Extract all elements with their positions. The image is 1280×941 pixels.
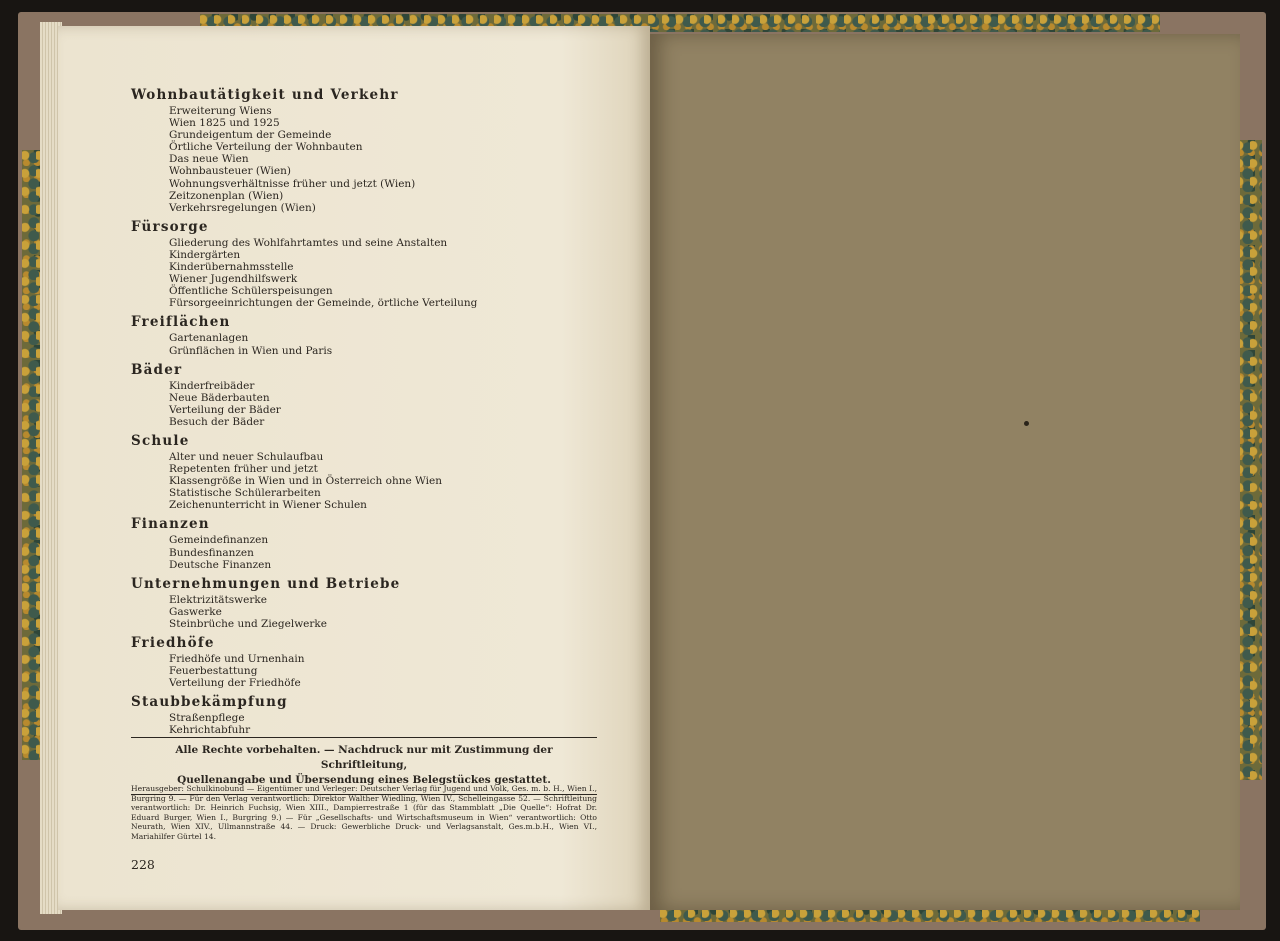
list-item: Elektrizitätswerke xyxy=(169,593,267,606)
list-item: Deutsche Finanzen xyxy=(169,558,272,571)
section-baeder xyxy=(131,361,601,428)
rights-line-2: Quellenangabe und Übersendung eines Belegstückes gestattet. xyxy=(177,774,551,786)
list-item: Straßenpflege xyxy=(169,712,245,725)
list-item: Wohnungsverhältnisse früher und jetzt (Wien) xyxy=(169,177,416,190)
list-item: Das neue Wien xyxy=(169,153,249,166)
list-item: Erweiterung Wiens xyxy=(169,105,272,117)
list-item: Gliederung des Wohlfahrtamtes und seine Anstalten xyxy=(169,236,448,249)
list-item: Zeitzonenplan (Wien) xyxy=(169,189,284,202)
section-schule xyxy=(131,432,601,511)
section-title: Finanzen xyxy=(131,516,210,533)
section-title: Staubbekämpfung xyxy=(131,694,288,711)
section-finanzen xyxy=(131,515,601,570)
list-item: Fürsorgeeinrichtungen der Gemeinde, örtliche Verteilung xyxy=(169,297,478,310)
section-title: Friedhöfe xyxy=(131,635,215,651)
list-item: Friedhöfe und Urnenhain xyxy=(169,653,305,665)
rights-line-1: Alle Rechte vorbehalten. — Nachdruck nur mit Zustimmung der Schriftleitung, xyxy=(175,744,553,771)
section-title: Unternehmungen und Betriebe xyxy=(131,575,401,592)
list-item: Verteilung der Bäder xyxy=(169,403,281,416)
list-item: Gemeindefinanzen xyxy=(169,534,269,547)
section-title: Schule xyxy=(131,432,190,449)
table-of-contents xyxy=(131,86,601,740)
list-item: Gartenanlagen xyxy=(169,332,249,345)
paper-spot xyxy=(1024,421,1029,426)
section-freiflaechen xyxy=(131,313,601,356)
list-item: Kinderübernahmsstelle xyxy=(169,261,294,274)
list-item: Grünflächen in Wien und Paris xyxy=(169,344,333,357)
right-flyleaf xyxy=(650,34,1240,910)
list-item: Steinbrüche und Ziegelwerke xyxy=(169,617,327,630)
section-unternehmungen xyxy=(131,575,601,630)
page-number: 228 xyxy=(131,857,155,872)
list-item: Alter und neuer Schulaufbau xyxy=(169,450,324,463)
section-staubbekaempfung xyxy=(131,693,601,736)
list-item: Wohnbausteuer (Wien) xyxy=(169,165,291,178)
section-title: Fürsorge xyxy=(131,218,209,235)
section-title: Bäder xyxy=(131,361,183,378)
list-item: Öffentliche Schülerspeisungen xyxy=(169,285,333,298)
list-item: Klassengröße in Wien und in Österreich ohne Wien xyxy=(169,475,442,488)
section-title: Freiflächen xyxy=(131,314,231,331)
list-item: Verkehrsregelungen (Wien) xyxy=(169,201,316,214)
list-item: Statistische Schülerarbeiten xyxy=(169,487,321,500)
section-wohnbau xyxy=(131,86,601,214)
list-item: Zeichenunterricht in Wiener Schulen xyxy=(169,499,367,512)
list-item: Besuch der Bäder xyxy=(169,415,265,428)
list-item: Wiener Jugendhilfswerk xyxy=(169,273,298,286)
list-item: Bundesfinanzen xyxy=(169,546,254,559)
list-item: Örtliche Verteilung der Wohnbauten xyxy=(169,141,363,154)
list-item: Verteilung der Friedhöfe xyxy=(169,677,301,690)
list-item: Kehrichtabfuhr xyxy=(169,724,251,737)
list-item: Gaswerke xyxy=(169,605,222,618)
list-item: Kindergärten xyxy=(169,248,241,261)
list-item: Grundeigentum der Gemeinde xyxy=(169,129,332,142)
section-fuersorge xyxy=(131,218,601,310)
list-item: Neue Bäderbauten xyxy=(169,391,270,404)
section-title: Wohnbautätigkeit und Verkehr xyxy=(131,87,399,103)
list-item: Repetenten früher und jetzt xyxy=(169,463,318,476)
list-item: Kinderfreibäder xyxy=(169,379,255,392)
imprint: Herausgeber: Schulkinobund — Eigentümer und Verleger: Deutscher Verlag für Jugend und Volk, Ges. m. b. H., Wien I., Burgring 9. — Für den Verlag verantwortlich: Direktor Walther Wiedling, Wien IV., Schelleingasse 52. — Schriftleitung verantwortlich: Dr. Heinrich Fuchsig, Wien XIII., Dampierrestraße 1 (für das Stammblatt „Die Quelle“: Hofrat Dr. Eduard Burger, Wien I., Burgring 9.) — Für „Gesellschafts- und Wirtschaftsmuseum in Wien“ verantwortlich: Otto Neurath, Wien XIV., Ullmannstraße 44. — Druck: Gewerbliche Druck- und Verlagsanstalt, Ges.m.b.H., Wien VI., Mariahilfer Gürtel 14. xyxy=(131,784,597,841)
list-item: Feuerbestattung xyxy=(169,665,258,678)
section-friedhoefe xyxy=(131,634,601,689)
marbled-edge-bottom xyxy=(660,908,1200,922)
list-item: Wien 1825 und 1925 xyxy=(169,117,280,130)
